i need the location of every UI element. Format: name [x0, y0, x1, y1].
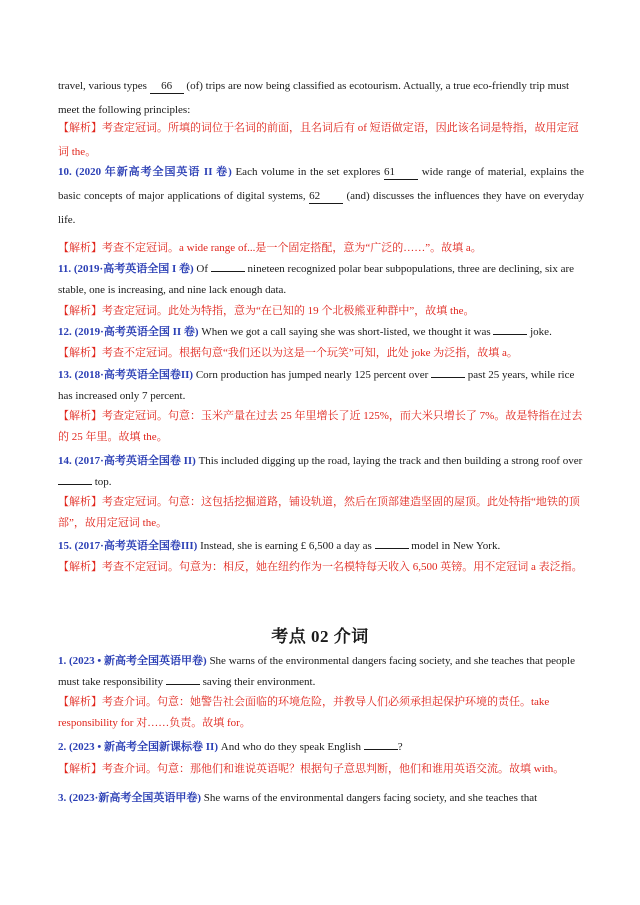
question-10: 10. (2020 年新高考全国英语 II 卷) Each volume in the set explores 61 wide range of material, explains the basic concepts of major applications of digital systems, 62 (and) discusses the influences they have on everyday life.: [58, 166, 585, 226]
answer-blank: [211, 260, 245, 272]
blank-62: 62: [309, 189, 343, 204]
answer-12: 【解析】考查不定冠词。根据句意“我们还以为这是一个玩笑”可知，此处 joke 为泛指，故填 a。: [58, 347, 518, 359]
prep-question-2: 2. (2023 • 新高考全国新课标卷 II) And who do they speak English ?: [58, 737, 584, 758]
intro-answer: 【解析】考查定冠词。所填的词位于名词的前面，且名词后有 of 短语做定语，因此该名词是特指，故用定冠词 the。: [58, 122, 579, 158]
answer-blank: [431, 366, 465, 378]
answer-13: 【解析】考查定冠词。句意：玉米产量在过去 25 年里增长了近 125%，而大米只增长了 7%。故是特指在过去的 25 年里。故填 the。: [58, 410, 583, 443]
answer-blank: [58, 473, 92, 485]
answer-14: 【解析】考查定冠词。句意：这包括挖掘道路，铺设轨道，然后在顶部建造坚固的屋顶。此处特指“地铁的顶部”，故用定冠词 the。: [58, 496, 580, 529]
question-14: 14. (2017·高考英语全国卷 II) This included digging up the road, laying the track and then building a strong roof over top.: [58, 455, 583, 488]
answer-blank: [166, 673, 200, 685]
question-12: 12. (2019·高考英语全国 II 卷) When we got a call saying she was short-listed, we thought it was joke.: [58, 322, 584, 343]
answer-blank: [493, 323, 527, 335]
prep-question-3: 3. (2023·新高考全国英语甲卷) She warns of the environmental dangers facing society, and she teaches that: [58, 792, 538, 804]
intro-text: travel, various types 66 (of) trips are now being classified as ecotourism. Actually, a true eco-friendly trip must meet the following principles:: [58, 80, 570, 116]
answer-blank: [375, 537, 409, 549]
question-15: 15. (2017·高考英语全国卷III) Instead, she is earning £ 6,500 a day as model in New York.: [58, 536, 584, 557]
prep-question-1: 1. (2023 • 新高考全国英语甲卷) She warns of the environmental dangers facing society, and she teaches that people must take responsibility saving their environment.: [58, 655, 575, 688]
prep-answer-2: 【解析】考查介词。句意：那他们和谁说英语呢？根据句子意思判断，他们和谁用英语交流。故填 with。: [58, 763, 565, 775]
blank-61: 61: [384, 165, 418, 180]
section-heading: 考点 02 介词: [271, 627, 369, 646]
answer-blank: [364, 738, 398, 750]
prep-answer-1: 【解析】考查介词。句意：她警告社会面临的环境危险，并教导人们必须承担起保护环境的责任。take responsibility for 对……负责。故填 for。: [58, 696, 550, 729]
answer-11: 【解析】考查定冠词。此处为特指，意为“在已知的 19 个北极熊亚种群中”，故填 the。: [58, 305, 475, 317]
answer-10: 【解析】考查不定冠词。a wide range of...是一个固定搭配，意为“广泛的……”。故填 a。: [58, 242, 482, 254]
blank-66: 66: [150, 79, 184, 94]
question-13: 13. (2018·高考英语全国卷II) Corn production has jumped nearly 125 percent over past 25 years, while rice has increased only 7 percent.: [58, 365, 584, 407]
answer-15: 【解析】考查不定冠词。句意为：相反，她在纽约作为一名模特每天收入 6,500 英镑。用不定冠词 a 表泛指。: [58, 561, 583, 573]
question-11: 11. (2019·高考英语全国 I 卷) Of nineteen recognized polar bear subpopulations, three are declining, six are stable, one is increasing, and nine lack enough data.: [58, 259, 584, 301]
